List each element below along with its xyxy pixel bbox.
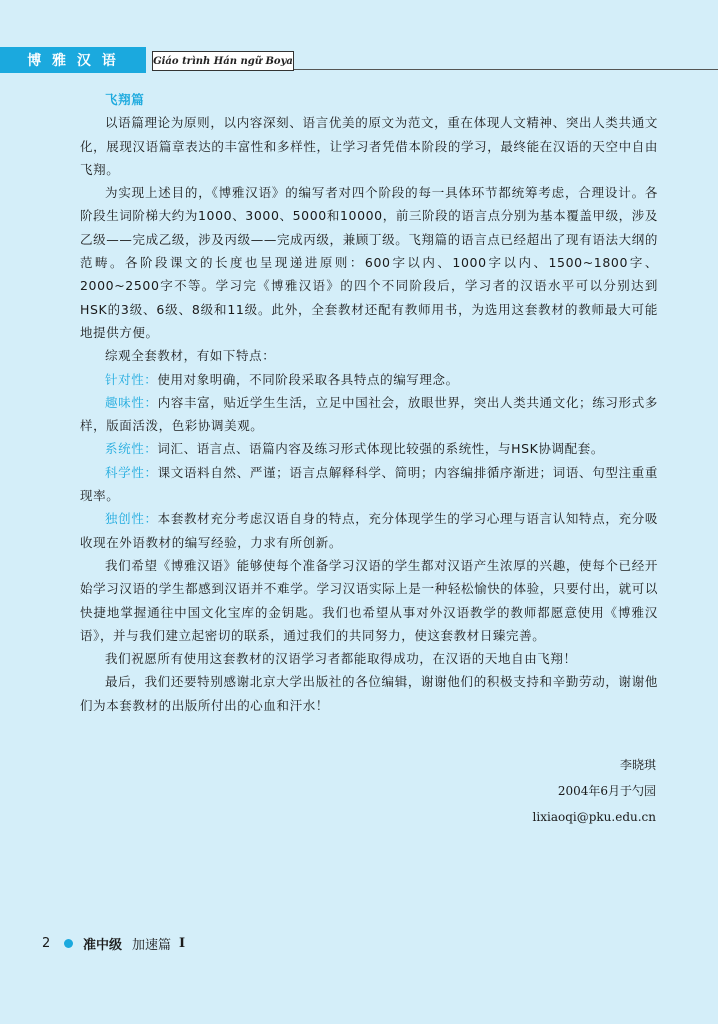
feature-item [80,437,658,460]
feature-text: 使用对象明确，不同阶段采取各具特点的编写理念。 [157,371,459,387]
header-bar [0,47,718,73]
footer-volume-number: I [179,935,186,951]
author-name: 李晓琪 [619,758,656,772]
feature-keyword: 针对性： [105,371,158,387]
footer-level: 准中级 [83,937,123,953]
paragraph: 综观全套教材，有如下特点： [105,348,276,364]
paragraph: 我们祝愿所有使用这套教材的汉语学习者都能取得成功，在汉语的天地自由飞翔！ [105,651,577,667]
paragraph: 为实现上述目的，《博雅汉语》的编写者对四个阶段的每一具体环节都统筹考虑，合理设计。各阶段生词阶梯大约为1000、3000、5000和10000，前三阶段的语言点分别为基本覆盖甲级，涉及乙级——完成乙级，涉及丙级——完成丙级，兼顾丁级。飞翔篇的语言点已经超出了现有语法大纲的范畴。各阶段课文的长度也呈现递进原则：600字以内、1000字以内、1500~1800字、2000~2500字不等。学习完《博雅汉语》的四个不同阶段后，学习者的汉语水平可以分别达到HSK的3级、6级、8级和11级。此外，全套教材还配有教师用书，为选用这套教材的教师最大可能地提供方便。 [80,185,658,340]
feature-item [80,461,658,508]
feature-text: 课文语料自然、严谨；语言点解释科学、简明；内容编排循序渐进；词语、句型注重重现率。 [80,464,658,504]
signature-block [533,752,656,830]
page-number: 2 [42,935,51,951]
feature-keyword: 独创性： [105,511,158,527]
bullet-dot-icon [64,939,73,948]
header-rule [294,69,718,70]
feature-text: 本套教材充分考虑汉语自身的特点，充分体现学生的学习心理与语言认知特点，充分吸收现在外语教材的编写经验，力求有所创新。 [80,511,658,550]
feature-keyword: 趣味性： [105,394,158,410]
feature-item [80,507,658,554]
feature-item [80,391,658,438]
feature-text: 词汇、语言点、语篇内容及练习形式体现比较强的系统性，与HSK协调配套。 [157,441,604,457]
page-footer [42,933,185,953]
feature-text: 内容丰富，贴近学生生活，立足中国社会，放眼世界，突出人类共通文化；练习形式多样，版面活泼，色彩协调美观。 [80,394,658,434]
series-title-tab: 博 雅 汉 语 [0,47,146,73]
paragraph: 我们希望《博雅汉语》能够使每个准备学习汉语的学生都对汉语产生浓厚的兴趣，使每个已经开始学习汉语的学生都感到汉语并不难学。学习汉语实际上是一种轻松愉快的体验，只要付出，就可以快捷地掌握通往中国文化宝库的金钥匙。我们也希望从事对外汉语教学的教师都愿意使用《博雅汉语》，并与我们建立起密切的联系，通过我们的共同努力，使这套教材日臻完善。 [80,557,658,643]
footer-volume-name: 加速篇 [132,937,172,953]
feature-keyword: 科学性： [105,464,158,480]
series-subtitle-box: Giáo trình Hán ngữ Boya [152,51,294,71]
feature-item [80,368,658,391]
signature-date: 2004年6月于勺园 [557,784,656,798]
paragraph: 以语篇理论为原则，以内容深刻、语言优美的原文为范文，重在体现人文精神、突出人类共通文化，展现汉语篇章表达的丰富性和多样性，让学习者凭借本阶段的学习，最终能在汉语的天空中自由飞翔。 [80,115,658,177]
preface-body [80,88,658,717]
feature-keyword: 系统性： [105,441,158,457]
paragraph: 最后，我们还要特别感谢北京大学出版社的各位编辑，谢谢他们的积极支持和辛勤劳动，谢谢他们为本套教材的出版所付出的心血和汗水！ [80,674,658,713]
section-title: 飞翔篇 [105,92,145,107]
author-email: lixiaoqi@pku.edu.cn [532,810,656,824]
